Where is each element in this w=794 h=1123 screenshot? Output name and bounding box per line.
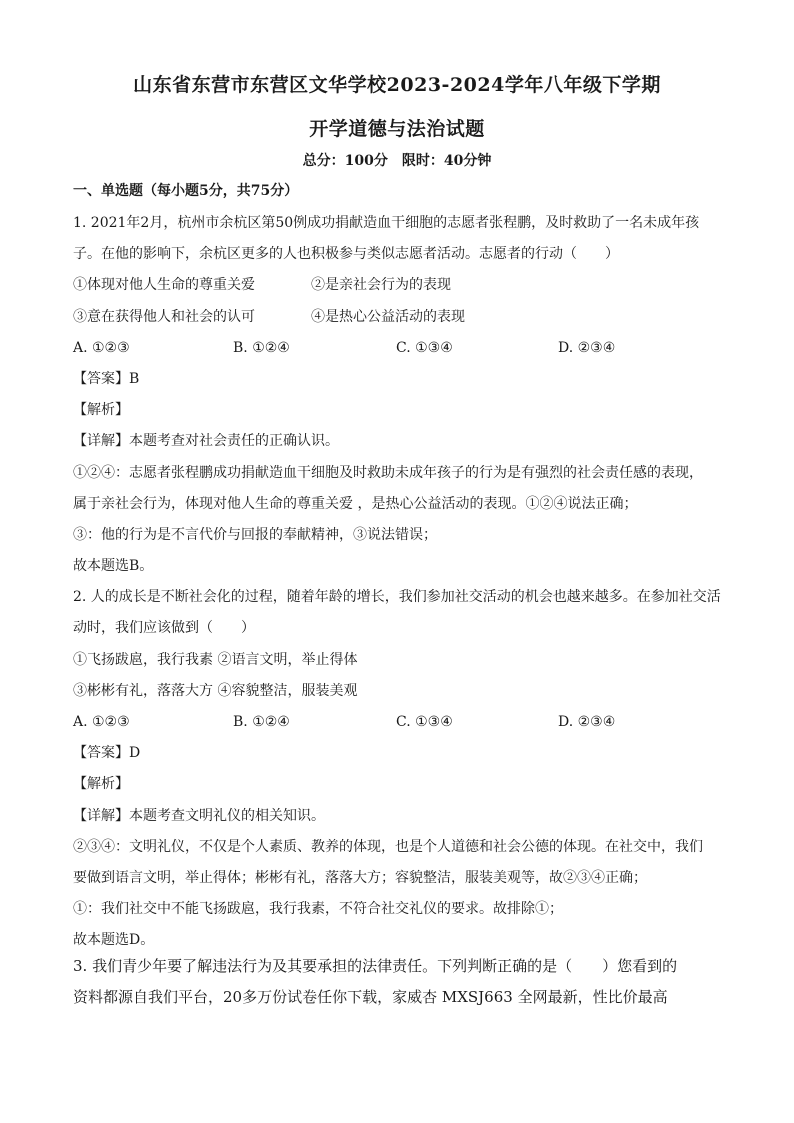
q1-option-b: B. ①②④ [233,340,290,356]
q2-option-d: D. ②③④ [558,714,616,730]
q2-explanation-line1: ②③④：文明礼仪，不仅是个人素质、教养的体现，也是个人道德和社会公德的体现。在社交中，我们 [73,839,703,855]
q1-statement-4: ④是热心公益活动的表现 [311,309,465,325]
q2-stem-line2: 动时，我们应该做到（ ） [73,620,255,636]
q2-option-a: A. ①②③ [73,714,130,730]
q2-explanation-line3: ①：我们社交中不能飞扬跋扈，我行我素，不符合社交礼仪的要求。故排除①； [73,901,563,917]
q1-statement-1: ①体现对他人生命的尊重关爱 [73,277,255,293]
q2-statements-3-4: ③彬彬有礼，落落大方 ④容貌整洁，服装美观 [73,683,358,699]
section-heading: 一、单选题（每小题5分，共75分） [73,183,299,199]
q2-answer: 【答案】D [73,745,141,761]
q1-explanation-line1: ①②④：志愿者张程鹏成功捐献造血干细胞及时救助未成年孩子的行为是有强烈的社会责任感的表现， [73,465,703,481]
q1-statement-2: ②是亲社会行为的表现 [311,277,451,293]
q2-option-b: B. ①②④ [233,714,290,730]
q1-stem-line2: 子。在他的影响下，余杭区更多的人也积极参与类似志愿者活动。志愿者的行动（ ） [73,246,619,262]
q1-option-c: C. ①③④ [396,340,453,356]
q1-option-d: D. ②③④ [558,340,616,356]
q1-explanation-line2: 属于亲社会行为，体现对他人生命的尊重关爱 ，是热心公益活动的表现。①②④说法正确； [73,496,638,512]
q1-analysis-label: 【解析】 [73,402,129,418]
q1-explanation-line3: ③：他的行为是不言代价与回报的奉献精神，③说法错误； [73,527,437,543]
q2-analysis-label: 【解析】 [73,776,129,792]
q1-statement-3: ③意在获得他人和社会的认可 [73,309,255,325]
q1-detail: 【详解】本题考查对社会责任的正确认识。 [73,433,339,449]
q3-stem-line2: 资料都源自我们平台，20多万份试卷任你下载，家威杏 MXSJ663 全网最新，性比价最高 [73,988,668,1006]
q2-detail: 【详解】本题考查文明礼仪的相关知识。 [73,808,325,824]
document-title-line1: 山东省东营市东营区文华学校2023-2024学年八年级下学期 [133,74,661,96]
q1-stem-line1: 1. 2021年2月，杭州市余杭区第50例成功捐献造血干细胞的志愿者张程鹏，及时救助了一名未成年孩 [73,215,700,231]
q2-option-c: C. ①③④ [396,714,453,730]
q1-conclusion: 故本题选B。 [73,558,154,574]
q2-explanation-line2: 要做到语言文明，举止得体；彬彬有礼，落落大方；容貌整洁，服装美观等，故②③④正确； [73,870,647,886]
exam-meta: 总分：100分 限时：40分钟 [302,153,492,169]
q2-stem-line1: 2. 人的成长是不断社会化的过程，随着年龄的增长，我们参加社交活动的机会也越来越多。在参加社交活 [73,589,721,605]
document-title-line2: 开学道德与法治试题 [309,118,485,140]
q1-answer: 【答案】B [73,371,140,387]
q1-option-a: A. ①②③ [73,340,130,356]
q2-conclusion: 故本题选D。 [73,932,155,948]
q3-stem-line1: 3. 我们青少年要了解违法行为及其要承担的法律责任。下列判断正确的是（ ）您看到的 [73,957,678,975]
q2-statements-1-2: ①飞扬跋扈，我行我素 ②语言文明，举止得体 [73,652,358,668]
